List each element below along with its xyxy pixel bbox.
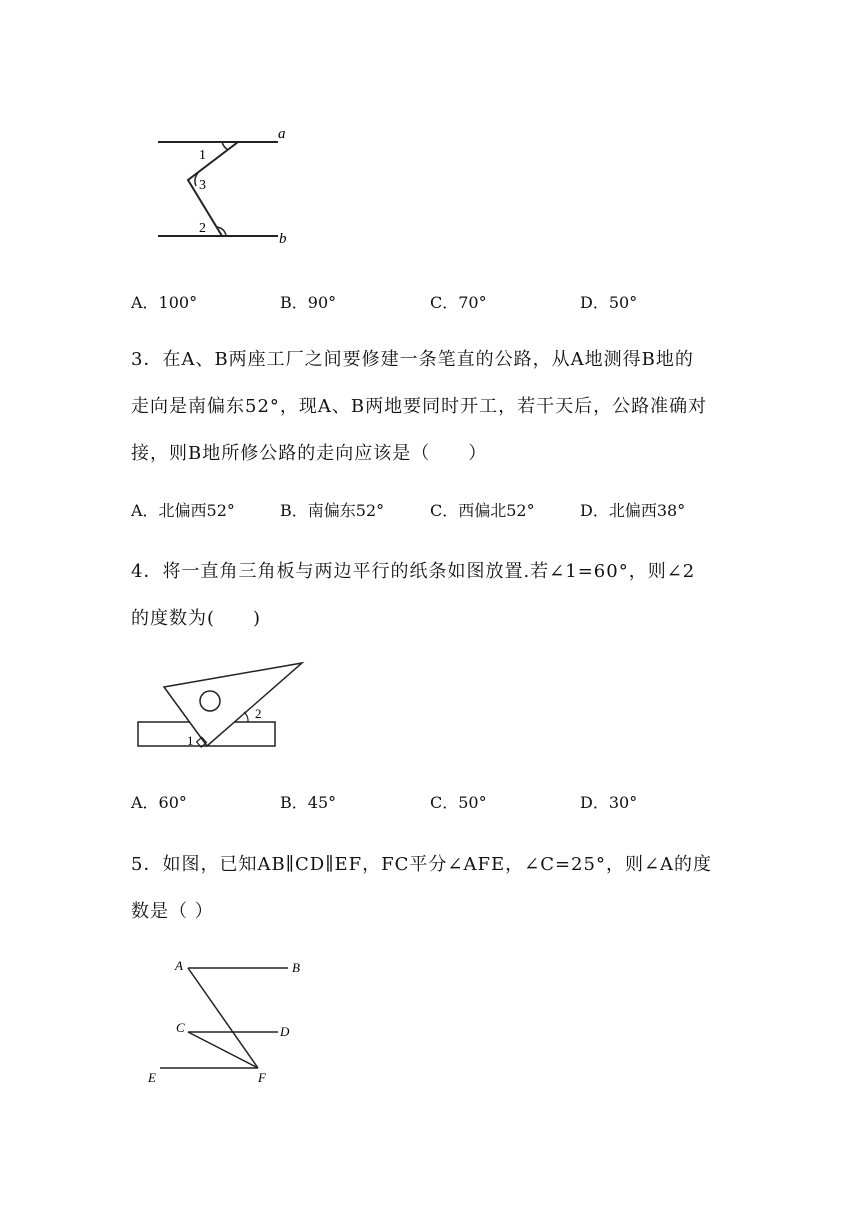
q3-option-d[interactable]: D．北偏西38° (580, 501, 686, 520)
label-F: F (258, 1070, 266, 1085)
label-a: a (278, 126, 286, 142)
label-C: C (176, 1020, 185, 1035)
q3-option-a[interactable]: A．北偏西52° (131, 501, 235, 520)
q3-line-1: 3．在A、B两座工厂之间要修建一条笔直的公路，从A地测得B地的 (131, 349, 694, 370)
figure-parallel-zigzag (150, 120, 300, 250)
q4-line-1: 4．将一直角三角板与两边平行的纸条如图放置.若∠1=60°，则∠2 (131, 561, 696, 582)
segment-cf (188, 1032, 258, 1068)
q4-option-d[interactable]: D．30° (580, 793, 638, 812)
angle-1-arc (222, 142, 228, 150)
label-D: D (280, 1024, 290, 1039)
q2-option-c[interactable]: C．70° (430, 293, 487, 312)
figure-parallel-abcdef (140, 950, 320, 1090)
figure-triangle-ruler (130, 655, 310, 755)
label-B: B (292, 960, 300, 975)
triangle-ruler (164, 663, 302, 746)
q5-line-2: 数是（ ） (131, 901, 214, 922)
label-1: 1 (199, 148, 206, 163)
q4-line-2: 的度数为( ) (131, 608, 262, 629)
label-E: E (148, 1070, 156, 1085)
zigzag-line (188, 142, 238, 236)
label-A: A (175, 958, 183, 973)
segment-af (188, 968, 258, 1068)
q4-option-b[interactable]: B．45° (280, 793, 337, 812)
q3-option-b[interactable]: B．南偏东52° (280, 501, 385, 520)
label-2: 2 (199, 221, 206, 236)
label-1: 1 (187, 733, 194, 748)
label-3: 3 (199, 178, 206, 193)
q3-line-2: 走向是南偏东52°，现A、B两地要同时开工，若干天后，公路准确对 (131, 396, 708, 417)
q4-option-a[interactable]: A．60° (131, 793, 187, 812)
q3-option-c[interactable]: C．西偏北52° (430, 501, 535, 520)
q2-option-d[interactable]: D．50° (580, 293, 638, 312)
q2-option-b[interactable]: B．90° (280, 293, 337, 312)
q3-line-3: 接，则B地所修公路的走向应该是（ ） (131, 443, 488, 464)
label-2: 2 (255, 706, 262, 721)
q2-option-a[interactable]: A．100° (131, 293, 198, 312)
label-b: b (279, 231, 287, 247)
q5-line-1: 5．如图，已知AB∥CD∥EF，FC平分∠AFE，∠C=25°，则∠A的度 (131, 854, 713, 875)
q4-option-c[interactable]: C．50° (430, 793, 487, 812)
